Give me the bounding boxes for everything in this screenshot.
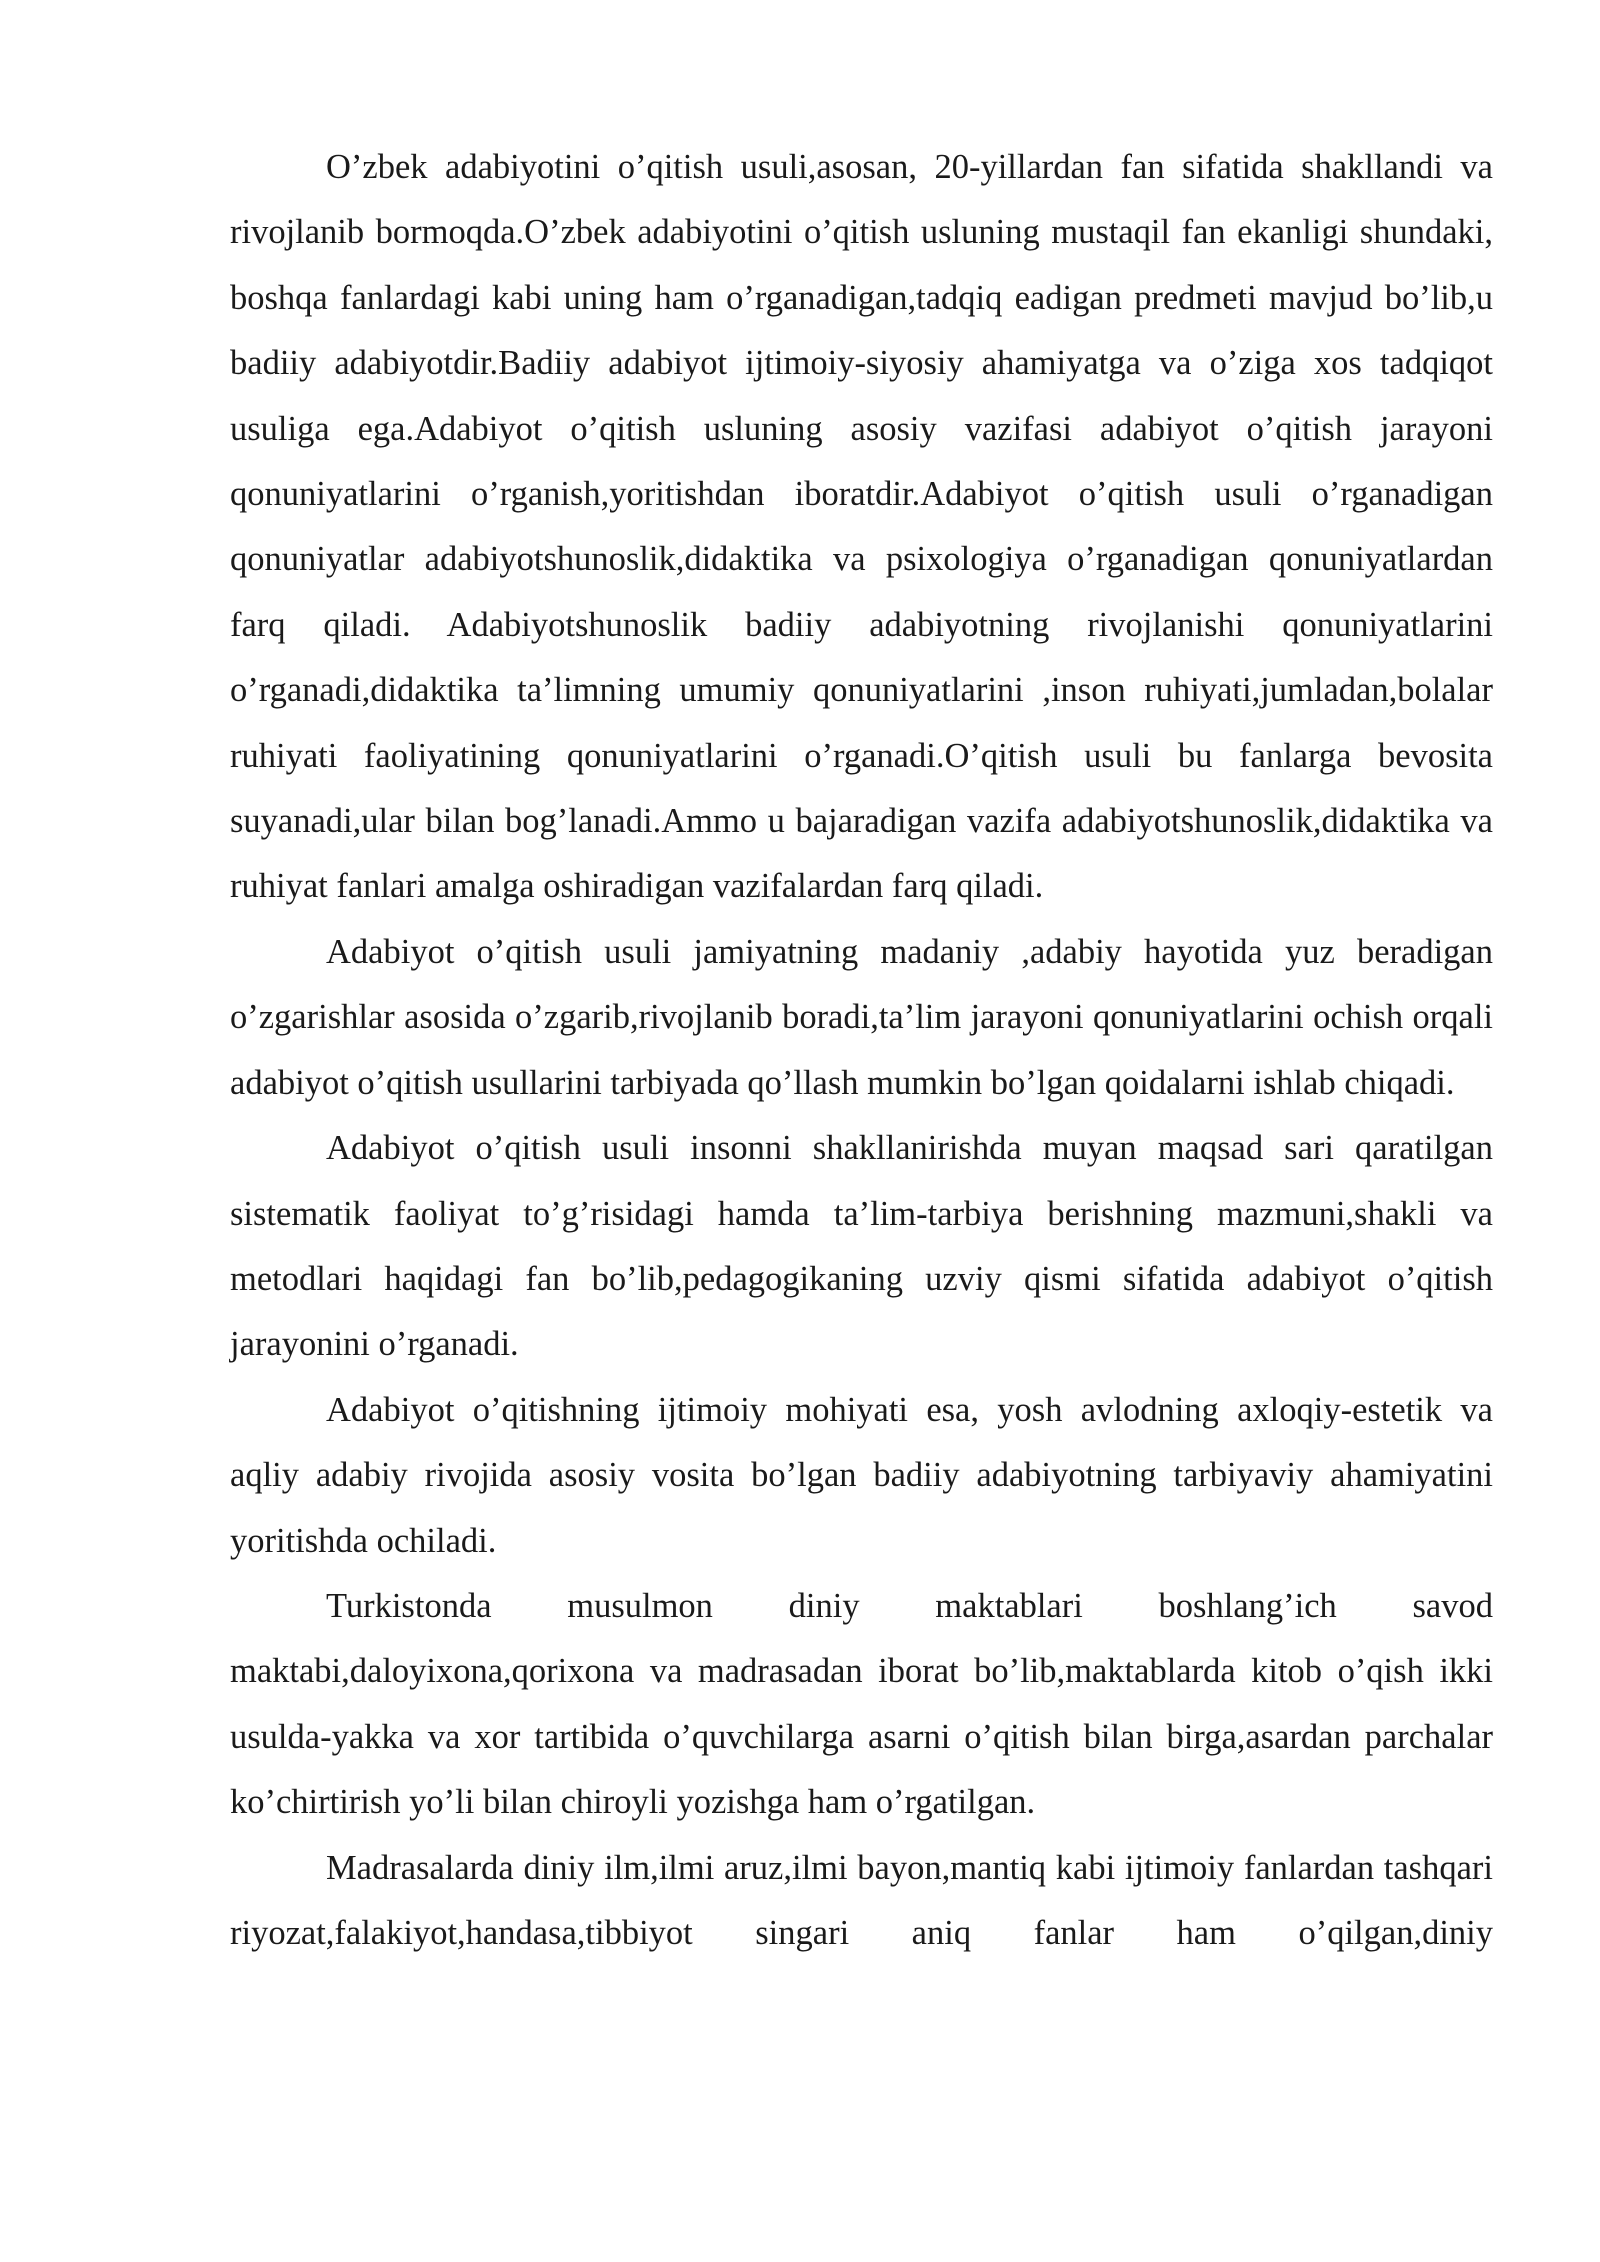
- paragraph-2: Adabiyot o’qitish usuli jamiyatning madaniy ,adabiy hayotida yuz beradigan o’zgarishlar asosida o’zgarib,rivojlanib boradi,ta’lim jarayoni qonuniyatlarini ochish orqali adabiyot o’qitish usullarini tarbiyada qo’llash mumkin bo’lgan qoidalarni ishlab chiqadi.: [230, 932, 1493, 1102]
- document-body: [230, 135, 1493, 1966]
- paragraph-1: O’zbek adabiyotini o’qitish usuli,asosan, 20-yillardan fan sifatida shakllandi va rivojlanib bormoqda.O’zbek adabiyotini o’qitish usluning mustaqil fan ekanligi shundaki, boshqa fanlardagi kabi uning ham o’rganadigan,tadqiq eadigan predmeti mavjud bo’lib,u badiiy adabiyotdir.Badiiy adabiyot ijtimoiy-siyosiy ahamiyatga va o’ziga xos tadqiqot usuliga ega.Adabiyot o’qitish usluning asosiy vazifasi adabiyot o’qitish jarayoni qonuniyatlarini o’rganish,yoritishdan iboratdir.Adabiyot o’qitish usuli o’rganadigan qonuniyatlar adabiyotshunoslik,didaktika va psixologiya o’rganadigan qonuniyatlardan farq qiladi. Adabiyotshunoslik badiiy adabiyotning rivojlanishi qonuniyatlarini o’rganadi,didaktika ta’limning umumiy qonuniyatlarini ,inson ruhiyati,jumladan,bolalar ruhiyati faoliyatining qonuniyatlarini o’rganadi.O’qitish usuli bu fanlarga bevosita suyanadi,ular bilan bog’lanadi.Ammo u bajaradigan vazifa adabiyotshunoslik,didaktika va ruhiyat fanlari amalga oshiradigan vazifalardan farq qiladi.: [230, 148, 1493, 906]
- paragraph-5: Turkistonda musulmon diniy maktablari boshlang’ich savod maktabi,daloyixona,qorixona va madrasadan iborat bo’lib,maktablarda kitob o’qish ikki usulda-yakka va xor tartibida o’quvchilarga asarni o’qitish bilan birga,asardan parchalar ko’chirtirish yo’li bilan chiroyli yozishga ham o’rgatilgan.: [230, 1586, 1493, 1822]
- paragraph-4: Adabiyot o’qitishning ijtimoiy mohiyati esa, yosh avlodning axloqiy-estetik va aqliy adabiy rivojida asosiy vosita bo’lgan badiiy adabiyotning tarbiyaviy ahamiyatini yoritishda ochiladi.: [230, 1390, 1493, 1560]
- paragraph-6: Madrasalarda diniy ilm,ilmi aruz,ilmi bayon,mantiq kabi ijtimoiy fanlardan tashqari riyozat,falakiyot,handasa,tibbiyot singari aniq fanlar ham o’qilgan,diniy: [230, 1848, 1493, 1952]
- paragraph-3: Adabiyot o’qitish usuli insonni shakllanirishda muyan maqsad sari qaratilgan sistematik faoliyat to’g’risidagi hamda ta’lim-tarbiya berishning mazmuni,shakli va metodlari haqidagi fan bo’lib,pedagogikaning uzviy qismi sifatida adabiyot o’qitish jarayonini o’rganadi.: [230, 1129, 1493, 1364]
